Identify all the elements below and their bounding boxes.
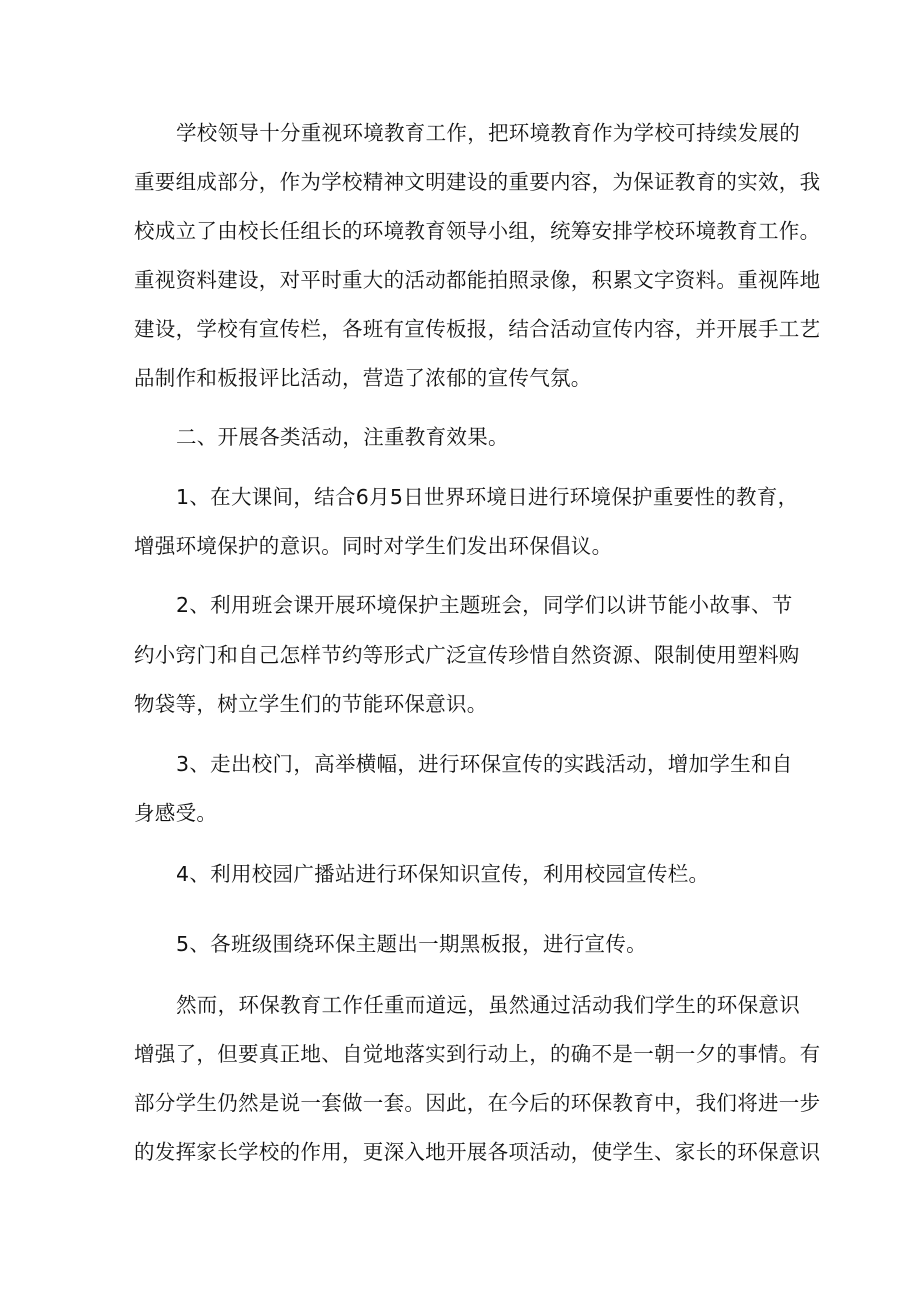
item-2-line-3: 物袋等，树立学生们的节能环保意识。 — [134, 692, 488, 716]
item-4-line-1: 4、利用校园广播站进行环保知识宣传，利用校园宣传栏。 — [176, 862, 710, 886]
section-heading: 二、开展各类活动，注重教育效果。 — [176, 425, 509, 449]
paragraph-8-line-4: 的发挥家长学校的作用，更深入地开展各项活动，使学生、家长的环保意识 — [134, 1140, 821, 1164]
item-1-line-2: 增强环境保护的意识。同时对学生们发出环保倡议。 — [134, 534, 613, 558]
item-2-line-1: 2、利用班会课开展环境保护主题班会，同学们以讲节能小故事、节 — [176, 593, 793, 617]
paragraph-8-line-3: 部分学生仍然是说一套做一套。因此，在今后的环保教育中，我们将进一步 — [134, 1091, 821, 1115]
paragraph-1-line-3: 校成立了由校长任组长的环境教育领导小组，统筹安排学校环境教育工作。 — [134, 219, 821, 243]
paragraph-1-line-5: 建设，学校有宣传栏，各班有宣传板报，结合活动宣传内容，并开展手工艺 — [134, 317, 821, 341]
paragraph-8-line-1: 然而，环保教育工作任重而道远，虽然通过活动我们学生的环保意识 — [176, 993, 800, 1017]
paragraph-1-line-2: 重要组成部分，作为学校精神文明建设的重要内容，为保证教育的实效，我 — [134, 170, 821, 194]
paragraph-1-line-1: 学校领导十分重视环境教育工作，把环境教育作为学校可持续发展的 — [176, 121, 800, 145]
paragraph-1-line-6: 品制作和板报评比活动，营造了浓郁的宣传气氛。 — [134, 366, 592, 390]
item-5-line-1: 5、各班级围绕环保主题出一期黑板报，进行宣传。 — [176, 932, 647, 956]
paragraph-1-line-4: 重视资料建设，对平时重大的活动都能拍照录像，积累文字资料。重视阵地 — [134, 268, 821, 292]
item-2-line-2: 约小窍门和自己怎样节约等形式广泛宣传珍惜自然资源、限制使用塑料购 — [134, 643, 800, 667]
paragraph-8-line-2: 增强了，但要真正地、自觉地落实到行动上，的确不是一朝一夕的事情。有 — [134, 1042, 821, 1066]
item-3-line-2: 身感受。 — [134, 801, 218, 825]
item-1-line-1: 1、在大课间，结合6月5日世界环境日进行环境保护重要性的教育， — [176, 485, 799, 509]
item-3-line-1: 3、走出校门，高举横幅，进行环保宣传的实践活动，增加学生和自 — [176, 752, 793, 776]
